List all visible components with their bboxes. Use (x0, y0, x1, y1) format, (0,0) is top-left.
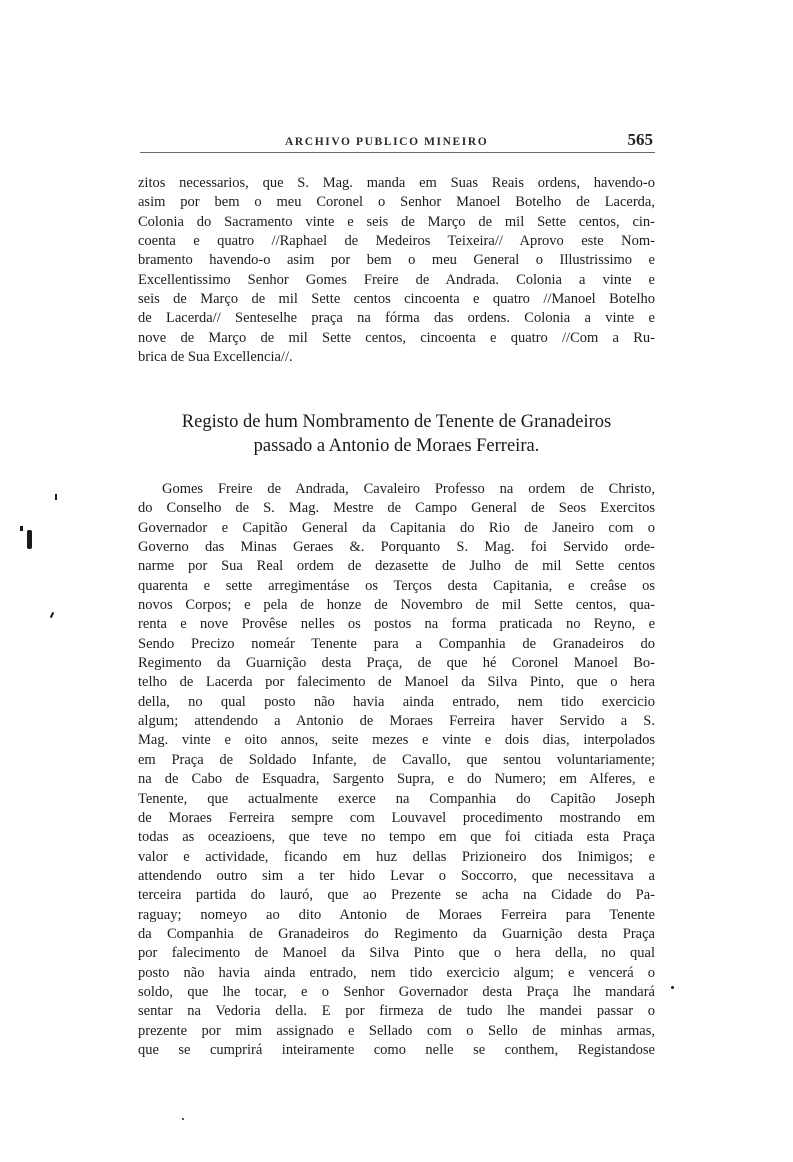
text-line: Excellentissimo Senhor Gomes Freire de Andrada. Colonia a vinte e (138, 271, 655, 288)
text-line: soldo, que lhe tocar, e o Senhor Governador desta Praça lhe mandará (138, 983, 655, 1000)
text-line: asim por bem o meu Coronel o Senhor Manoel Botelho de Lacerda, (138, 194, 655, 211)
scan-speck (27, 530, 32, 549)
text-line: todas as oceazioens, que teve no tempo em que foi citiada esta Praça (138, 829, 655, 846)
text-line: na de Cabo de Esquadra, Sargento Supra, e do Numero; em Alferes, e (138, 771, 655, 788)
text-line: do Conselho de S. Mag. Mestre de Campo General de Seos Exercitos (138, 500, 655, 517)
text-line: terceira partida do lauró, que ao Prezente se acha na Cidade do Pa- (138, 887, 655, 904)
text-line: raguay; nomeyo ao dito Antonio de Moraes Ferreira para Tenente (138, 906, 655, 923)
scan-speck (182, 1118, 184, 1120)
text-line: della, no qual posto não havia ainda entrado, nem tido exercicio (138, 693, 655, 710)
paragraph-1 (138, 174, 655, 367)
text-line: Colonia do Sacramento vinte e seis de Março de mil Sette centos, cin- (138, 213, 655, 230)
text-line: novos Corpos; e pela de honze de Novembro de mil Sette centos, qua- (138, 597, 655, 614)
text-line: bramento havendo-o asim por bem o meu General o Illustrissimo e (138, 252, 655, 269)
text-line: sentar na Vedoria della. E por firmeza de tudo lhe mandei passar o (138, 1003, 655, 1020)
text-line: Governo das Minas Geraes &. Porquanto S. Mag. foi Servido orde- (138, 539, 655, 556)
text-line: brica de Sua Excellencia//. (138, 349, 293, 366)
text-line: posto não havia ainda entrado, nem tido exercicio algum; e vencerá o (138, 964, 655, 981)
text-line: telho de Lacerda por falecimento de Manoel da Silva Pinto, que o hera (138, 674, 655, 691)
text-line: Governador e Capitão General da Capitania do Rio de Janeiro com o (138, 519, 655, 536)
scan-speck (55, 494, 57, 500)
scan-speck (671, 986, 674, 989)
text-line: nove de Março de mil Sette centos, cincoenta e quatro //Com a Ru- (138, 329, 655, 346)
text-line: renta e nove Provêse nelles os postos na forma praticada no Reyno, e (138, 616, 655, 633)
text-line: Sendo Precizo nomeár Tenente para a Companhia de Granadeiros do (138, 635, 655, 652)
paragraph-2 (138, 480, 655, 1060)
text-line: algum; attendendo a Antonio de Moraes Ferreira haver Servido a S. (138, 713, 655, 730)
section-heading (138, 410, 655, 458)
text-line: quarenta e sette arregimentáse os Terços desta Capitania, e creâse os (138, 577, 655, 594)
scan-speck (20, 526, 23, 531)
text-line: de Lacerda// Senteselhe praça na fórma das ordens. Colonia a vinte e (138, 310, 655, 327)
text-line: por falecimento de Manoel da Silva Pinto que o hera della, no qual (138, 945, 655, 962)
text-line: zitos necessarios, que S. Mag. manda em Suas Reais ordens, havendo-o (138, 175, 655, 191)
heading-line-2: passado a Antonio de Moraes Ferreira. (253, 436, 540, 456)
heading-line-1: Registo de hum Nombramento de Tenente de Granadeiros (181, 412, 612, 432)
text-line: prezente por mim assignado e Sellado com o Sello de minhas armas, (138, 1022, 655, 1039)
text-line: valor e actividade, ficando em huz dellas Prizioneiro dos Inimigos; e (138, 848, 655, 865)
text-line: que se cumprirá inteiramente como nelle se conthem, Registandose (138, 1041, 655, 1058)
scan-speck (50, 612, 54, 618)
text-line: em Praça de Soldado Infante, de Cavallo, que sentou voluntariamente; (138, 751, 655, 768)
text-line: coenta e quatro //Raphael de Medeiros Teixeira// Aprovo este Nom- (138, 233, 655, 250)
text-line: Gomes Freire de Andrada, Cavaleiro Professo na ordem de Christo, (162, 481, 655, 497)
running-header (140, 132, 655, 153)
text-line: de Moraes Ferreira sempre com Louvavel procedimento mostrando em (138, 809, 655, 826)
text-line: Tenente, que actualmente exerce na Companhia do Capitão Joseph (138, 790, 655, 807)
text-line: da Companhia de Granadeiros do Regimento da Guarnição desta Praça (138, 925, 655, 942)
text-line: Regimento da Guarnição desta Praça, de que hé Coronel Manoel Bo- (138, 655, 655, 672)
text-line: attendendo outro sim a ter hido Levar o Soccorro, que necessitava a (138, 867, 655, 884)
text-line: Mag. vinte e oito annos, seite mezes e vinte e dois dias, interpolados (138, 732, 655, 749)
running-title: ARCHIVO PUBLICO MINEIRO (285, 136, 489, 148)
text-line: narme por Sua Real ordem de dezasette de Julho de mil Sette centos (138, 558, 655, 575)
page-number: 565 (627, 130, 653, 149)
text-line: seis de Março de mil Sette centos cincoenta e quatro //Manoel Botelho (138, 291, 655, 308)
